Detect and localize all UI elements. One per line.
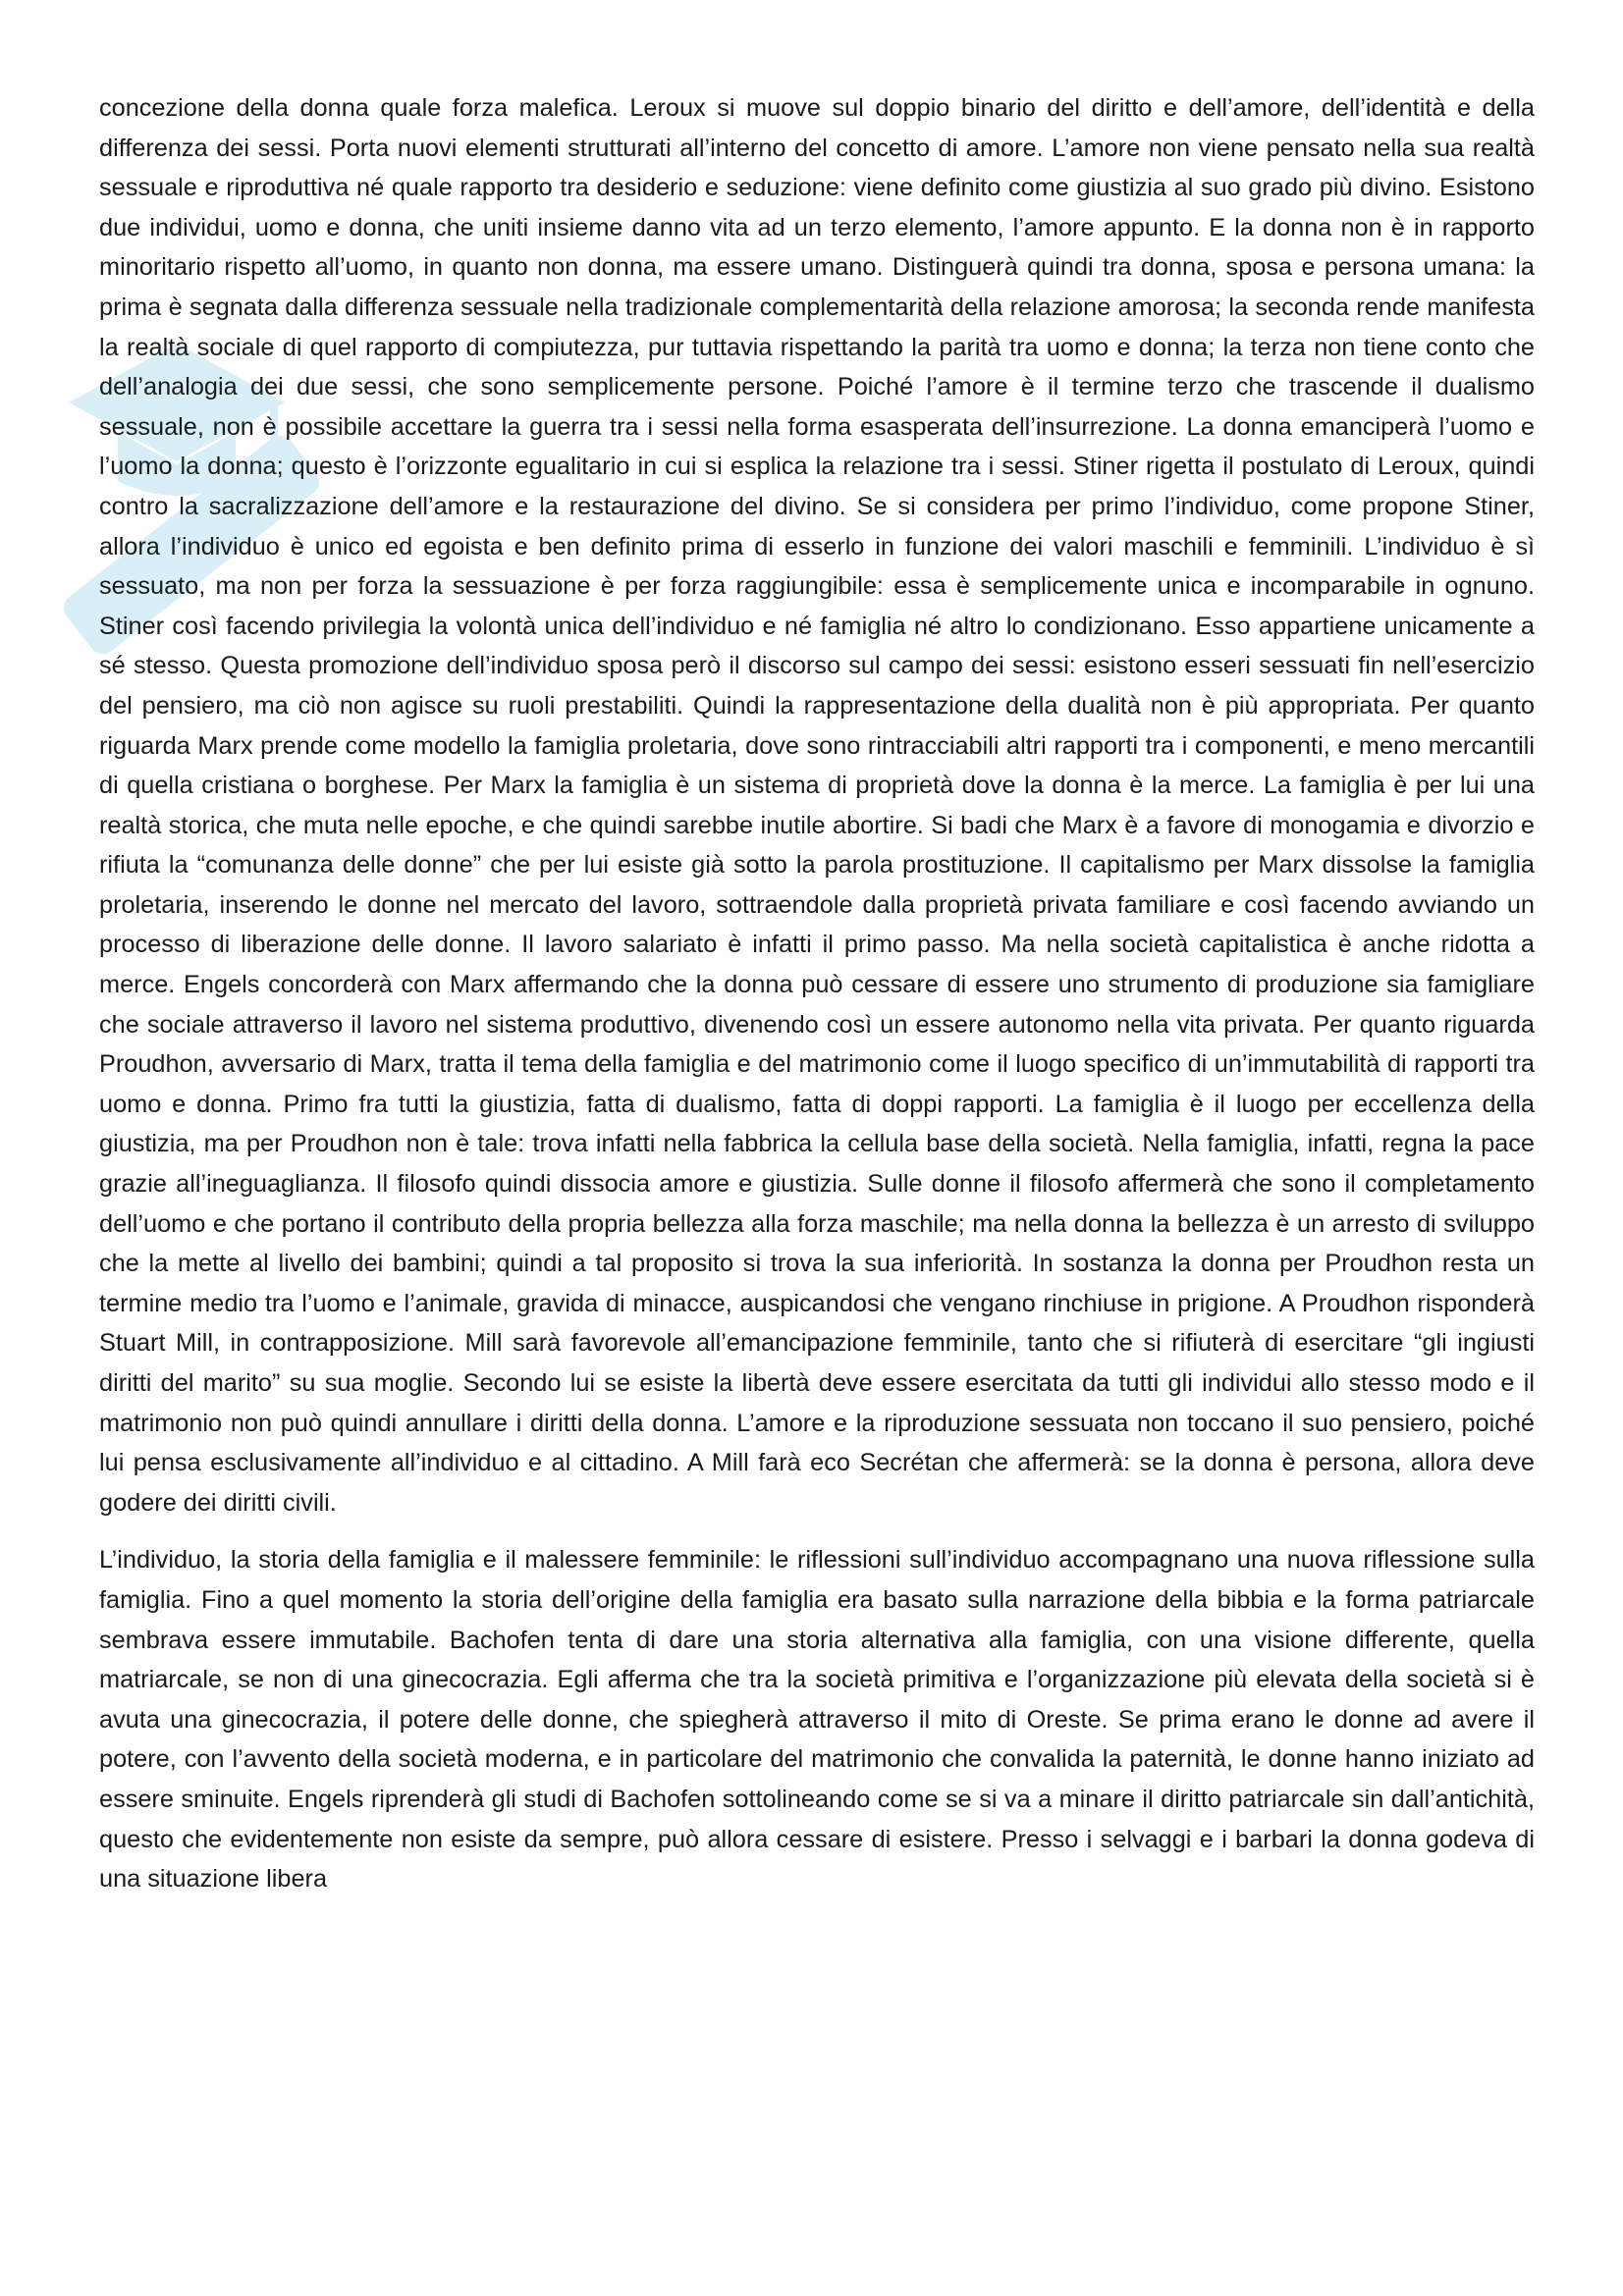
paragraph: concezione della donna quale forza malefica. Leroux si muove sul doppio binario del diritto e dell’amore, dell’identità e della differenza dei sessi. Porta nuovi elementi strutturati all’interno del concetto di amore. L’amore non viene pensato nella sua realtà sessuale e riproduttiva né quale rapporto tra desiderio e seduzione: viene definito come giustizia al suo grado più divino. Esistono due individui, uomo e donna, che uniti insieme danno vita ad un terzo elemento, l’amore appunto. E la donna non è in rapporto minoritario rispetto all’uomo, in quanto non donna, ma essere umano. Distinguerà quindi tra donna, sposa e persona umana: la prima è segnata dalla differenza sessuale nella tradizionale complementarità della relazione amorosa; la seconda rende manifesta la realtà sociale di quel rapporto di compiutezza, pur tuttavia rispettando la parità tra uomo e donna; la terza non tiene conto che dell’analogia dei due sessi, che sono semplicemente persone. Poiché l’amore è il termine terzo che trascende il dualismo sessuale, non è possibile accettare la guerra tra i sessi nella forma esasperata dell’insurrezione. La donna emanciperà l’uomo e l’uomo la donna; questo è l’orizzonte egualitario in cui si esplica la relazione tra i sessi. Stiner rigetta il postulato di Leroux, quindi contro la sacralizzazione dell’amore e la restaurazione del divino. Se si considera per primo l’individuo, come propone Stiner, allora l’individuo è unico ed egoista e ben definito prima di esserlo in funzione dei valori maschili e femminili. L’individuo è sì sessuato, ma non per forza la sessuazione è per forza raggiungibile: essa è semplicemente unica e incomparabile in ognuno. Stiner così facendo privilegia la volontà unica dell’individuo e né famiglia né altro lo condizionano. Esso appartiene unicamente a sé stesso. Questa promozione dell’individuo sposa però il discorso sul campo dei sessi: esistono esseri sessuati fin nell’esercizio del pensiero, ma ciò non agisce su ruoli prestabiliti. Quindi la rappresentazione della dualità non è più appropriata. Per quanto riguarda Marx prende come modello la famiglia proletaria, dove sono rintracciabili altri rapporti tra i componenti, e meno mercantili di quella cristiana o borghese. Per Marx la famiglia è un sistema di proprietà dove la donna è la merce. La famiglia è per lui una realtà storica, che muta nelle epoche, e che quindi sarebbe inutile abortire. Si badi che Marx è a favore di monogamia e divorzio e rifiuta la “comunanza delle donne” che per lui esiste già sotto la parola prostituzione. Il capitalismo per Marx dissolse la famiglia proletaria, inserendo le donne nel mercato del lavoro, sottraendole dalla proprietà privata familiare e così facendo avviando un processo di liberazione delle donne. Il lavoro salariato è infatti il primo passo. Ma nella società capitalistica è anche ridotta a merce. Engels concorderà con Marx affermando che la donna può cessare di essere uno strumento di produzione sia famigliare che sociale attraverso il lavoro nel sistema produttivo, divenendo così un essere autonomo nella vita privata. Per quanto riguarda Proudhon, avversario di Marx, tratta il tema della famiglia e del matrimonio come il luogo specifico di un’immutabilità di rapporti tra uomo e donna. Primo fra tutti la giustizia, fatta di dualismo, fatta di doppi rapporti. La famiglia è il luogo per eccellenza della giustizia, ma per Proudhon non è tale: trova infatti nella fabbrica la cellula base della società. Nella famiglia, infatti, regna la pace grazie all’ineguaglianza. Il filosofo quindi dissocia amore e giustizia. Sulle donne il filosofo affermerà che sono il completamento dell’uomo e che portano il contributo della propria bellezza alla forza maschile; ma nella donna la bellezza è un arresto di sviluppo che la mette al livello dei bambini; quindi a tal proposito si trova la sua inferiorità. In sostanza la donna per Proudhon resta un termine medio tra l’uomo e l’animale, gravida di minacce, auspicandosi che vengano rinchiuse in prigione. A Proudhon risponderà Stuart Mill, in contrapposizione. Mill sarà favorevole all’emancipazione femminile, tanto che si rifiuterà di esercitare “gli ingiusti diritti del marito” su sua moglie. Secondo lui se esiste la libertà deve essere esercitata da tutti gli individui allo stesso modo e il matrimonio non può quindi annullare i diritti della donna. L’amore e la riproduzione sessuata non toccano il suo pensiero, poiché lui pensa esclusivamente all’individuo e al cittadino. A Mill farà eco Secrétan che affermerà: se la donna è persona, allora deve godere dei diritti civili.: [99, 94, 1535, 1517]
body-text: [99, 88, 1535, 1899]
paragraph: L’individuo, la storia della famiglia e il malessere femminile: le riflessioni sull’individuo accompagnano una nuova riflessione sulla famiglia. Fino a quel momento la storia dell’origine della famiglia era basato sulla narrazione della bibbia e la forma patriarcale sembrava essere immutabile. Bachofen tenta di dare una storia alternativa alla famiglia, con una visione differente, quella matriarcale, se non di una ginecocrazia. Egli afferma che tra la società primitiva e l’organizzazione più elevata della società si è avuta una ginecocrazia, il potere delle donne, che spiegherà attraverso il mito di Oreste. Se prima erano le donne ad avere il potere, con l’avvento della società moderna, e in particolare del matrimonio che convalida la paternità, le donne hanno iniziato ad essere sminuite. Engels riprenderà gli studi di Bachofen sottolineando come se si va a minare il diritto patriarcale sin dall’antichità, questo che evidentemente non esiste da sempre, può allora cessare di esistere. Presso i selvaggi e i barbari la donna godeva di una situazione libera: [99, 1546, 1535, 1894]
